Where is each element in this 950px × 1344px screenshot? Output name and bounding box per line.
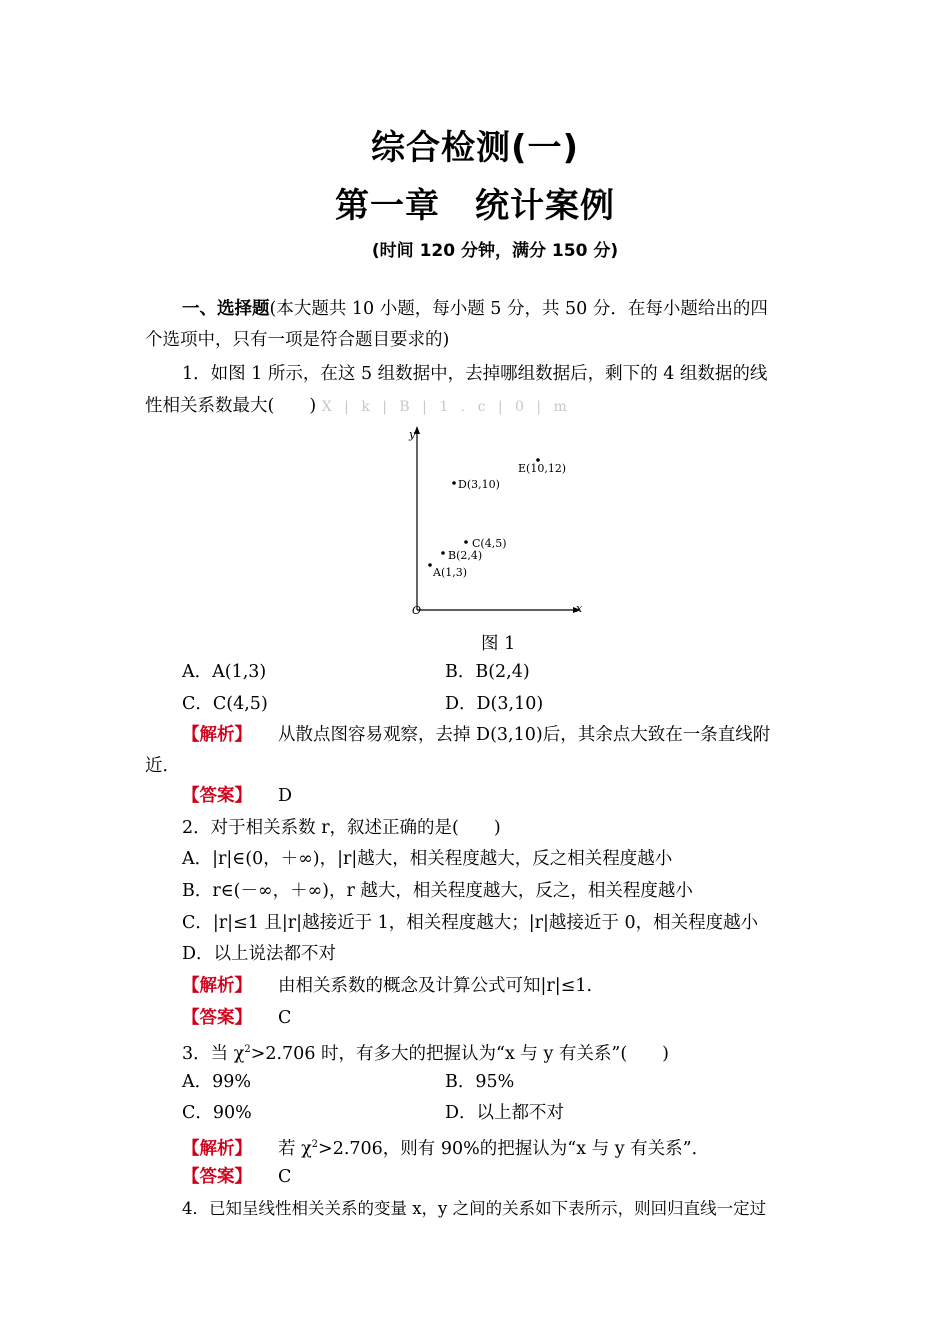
q1-stem-1: 1．如图 1 所示，在这 5 组数据中，去掉哪组数据后，剩下的 4 组数据的线 — [182, 364, 768, 384]
q3-option-d: D．以上都不对 — [445, 1103, 565, 1123]
q2-option-c: C．|r|≤1 且|r|越接近于 1，相关程度越大；|r|越接近于 0，相关程度越小 — [182, 913, 759, 933]
q3-answer-row — [182, 1165, 291, 1189]
q3-option-c: C．90% — [182, 1103, 252, 1123]
q2-option-d: D．以上说法都不对 — [182, 944, 337, 964]
section-desc-1: (本大题共 10 小题，每小题 5 分，共 50 分．在每小题给出的四 — [269, 299, 768, 319]
section-heading: 一、选择题 — [182, 299, 270, 319]
y-axis-label: y — [409, 428, 416, 441]
q1-option-a: A．A(1,3) — [182, 662, 267, 682]
origin-label: O — [412, 604, 422, 617]
q1-stem-2: 性相关系数最大( ) — [145, 396, 317, 416]
q1-answer: D — [278, 786, 293, 806]
scatter-figure — [395, 420, 595, 620]
q3-stem-sup: 2 — [244, 1044, 251, 1055]
q3-option-a: A．99% — [182, 1072, 252, 1092]
q2-analysis-tag: 【解析】 — [182, 976, 252, 996]
q3-option-b: B．95% — [445, 1072, 515, 1092]
q2-answer-tag: 【答案】 — [182, 1008, 252, 1028]
q1-option-b: B．B(2,4) — [445, 662, 530, 682]
q1-answer-tag: 【答案】 — [182, 786, 252, 806]
section-intro — [182, 297, 768, 321]
point-d-label: D(3,10) — [458, 478, 500, 491]
q2-answer: C — [278, 1008, 292, 1028]
q2-answer-row — [182, 1006, 291, 1030]
x-axis-label: x — [576, 602, 583, 615]
point-c — [464, 540, 468, 544]
q3-analysis-pre: 若 χ — [278, 1138, 312, 1159]
q1-stem-2-row — [145, 394, 571, 419]
point-a — [428, 563, 432, 567]
exam-meta: (时间 120 分钟，满分 150 分) — [371, 241, 619, 261]
q2-stem: 2．对于相关系数 r，叙述正确的是( ) — [182, 818, 501, 838]
q3-stem-pre: 3．当 χ — [182, 1043, 245, 1064]
q1-option-d: D．D(3,10) — [445, 694, 544, 714]
q1-answer-row — [182, 784, 292, 808]
point-b — [441, 551, 445, 555]
figure-caption: 图 1 — [481, 634, 516, 654]
q3-analysis-post: >2.706，则有 90%的把握认为“x 与 y 有关系”． — [318, 1138, 710, 1159]
q3-analysis-row — [182, 1133, 709, 1161]
q2-analysis-row — [182, 974, 592, 998]
q3-stem-post: >2.706 时，有多大的把握认为“x 与 y 有关系”( ) — [250, 1043, 670, 1064]
q3-stem — [182, 1038, 669, 1066]
point-d — [452, 481, 456, 485]
point-c-label: C(4,5) — [472, 537, 507, 550]
section-desc-2: 个选项中，只有一项是符合题目要求的) — [145, 330, 450, 350]
q1-option-c: C．C(4,5) — [182, 694, 268, 714]
watermark-text: X | k | B | 1 . c | 0 | m — [321, 399, 571, 415]
q1-analysis-tag: 【解析】 — [182, 725, 252, 745]
point-a-label: A(1,3) — [433, 566, 468, 579]
q1-analysis: 从散点图容易观察，去掉 D(3,10)后，其余点大致在一条直线附 — [278, 725, 771, 745]
page-title: 综合检测(一) — [370, 128, 580, 168]
q4-stem: 4．已知呈线性相关关系的变量 x，y 之间的关系如下表所示，则回归直线一定过 — [182, 1199, 767, 1218]
q2-option-a: A．|r|∈(0，＋∞)，|r|越大，相关程度越大，反之相关程度越小 — [182, 849, 673, 869]
q1-analysis-row — [182, 723, 770, 747]
point-e-label: E(10,12) — [518, 462, 567, 475]
q1-analysis-2: 近． — [145, 756, 180, 776]
q3-answer-tag: 【答案】 — [182, 1167, 252, 1187]
q3-answer: C — [278, 1167, 292, 1187]
q3-analysis-tag: 【解析】 — [182, 1138, 252, 1159]
q2-option-b: B．r∈(－∞，＋∞)，r 越大，相关程度越大，反之，相关程度越小 — [182, 881, 693, 901]
q3-analysis-sup: 2 — [311, 1139, 319, 1150]
point-b-label: B(2,4) — [448, 549, 483, 562]
q2-analysis: 由相关系数的概念及计算公式可知|r|≤1. — [278, 976, 593, 996]
chapter-title: 第一章 统计案例 — [335, 186, 615, 226]
